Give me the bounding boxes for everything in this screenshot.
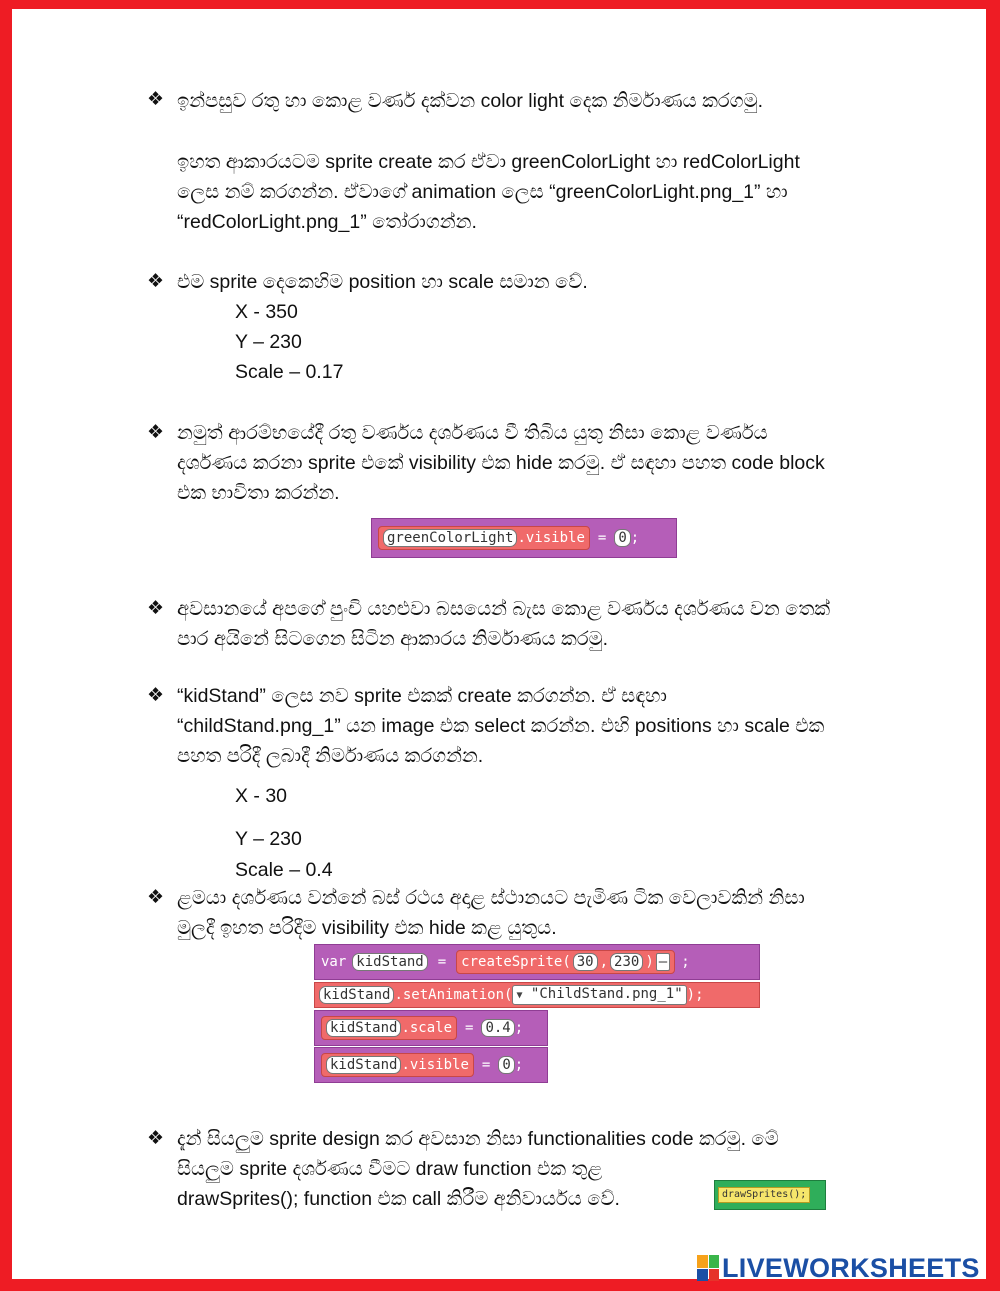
code-minus-button[interactable]: – <box>656 953 670 971</box>
code-semicolon: ; <box>514 1020 524 1036</box>
code-expression <box>378 526 590 550</box>
section1-para-line1: ඉහත ආකාරයටම sprite create කර ඒවා greenColorLight හා redColorLight <box>177 151 800 173</box>
section7-line2: සියලුම sprite දර්ශණය වීමට draw function එක තුළ <box>177 1158 603 1180</box>
section1-line1: ඉන්පසුව රතු හා කොළ වර්ණ දක්වන color light දෙක නිර්මාණය කරගමු. <box>177 90 764 112</box>
section6-line1: ළමයා දර්ශණය වන්නේ බස් රථය අදාළ ස්ථානයට පැමිණ ටික වෙලාවකින් නිසා <box>177 887 805 909</box>
code-value: 0 <box>498 1056 514 1074</box>
code-row-var <box>314 944 760 980</box>
bullet-3: ❖ <box>147 422 165 443</box>
section2-scale: Scale – 0.17 <box>235 361 344 383</box>
code-equals: = <box>437 954 447 970</box>
section3-line3: එක භාවිතා කරන්න. <box>177 482 340 504</box>
section5-y: Y – 230 <box>235 828 302 850</box>
section5-line3: පහත පරිදී ලබාදී නිර්මාණය කරගන්න. <box>177 745 484 767</box>
code-value: 0.4 <box>481 1019 514 1037</box>
code-var-name: kidStand <box>326 1019 401 1037</box>
code-animation-dropdown[interactable] <box>512 985 686 1005</box>
code-row-scale <box>314 1010 548 1046</box>
code-row-setanimation <box>314 982 760 1008</box>
section5-scale: Scale – 0.4 <box>235 859 333 881</box>
bullet-6: ❖ <box>147 887 165 908</box>
code-equals: = <box>597 530 607 546</box>
section1-para-line2: ලෙස නම් කරගන්න. ඒවාගේ animation ලෙස “greenColorLight.png_1” හා <box>177 181 788 203</box>
code-semicolon: ; <box>681 954 690 970</box>
code-prop-visible: .visible <box>517 530 585 546</box>
section3-line1: නමුත් ආරම්භයේදී රතු වර්ණය දර්ශණය වී තිබිය යුතු නිසා කොළ වර්ණය <box>177 422 768 444</box>
code-create-sprite <box>456 950 675 974</box>
code-var-keyword: var <box>321 954 347 970</box>
section6-line2: මුලදී ඉහත පරිදීම visibility එක hide කළ යුතුය. <box>177 917 557 939</box>
code-var-name: kidStand <box>326 1056 401 1074</box>
logo-text: LIVEWORKSHEETS <box>722 1252 980 1283</box>
section5-x: X - 30 <box>235 785 288 807</box>
code-close-paren: ) <box>645 954 654 970</box>
code-method-setAnimation: .setAnimation( <box>394 987 513 1003</box>
bullet-5: ❖ <box>147 685 165 706</box>
bullet-4: ❖ <box>147 598 165 619</box>
section1-para-line3: “redColorLight.png_1” තෝරාගන්න. <box>177 211 477 233</box>
code-stack-kidstand <box>314 944 762 1084</box>
code-block-drawsprites <box>714 1180 826 1210</box>
code-arg-y: 230 <box>610 953 643 971</box>
code-arg-x: 30 <box>573 953 598 971</box>
code-drawsprites-call: drawSprites(); <box>718 1187 810 1203</box>
section2-x: X - 350 <box>235 301 298 323</box>
section4-line2: පාර අයිනේ සිටගෙන සිටින ආකාරය නිර්මාණය කරමු. <box>177 628 609 650</box>
code-block-green-visible <box>371 518 677 558</box>
liveworksheets-logo <box>697 1253 980 1283</box>
section2-y: Y – 230 <box>235 331 302 353</box>
section7-line3: drawSprites(); function එක call කිරීම අනිවාර්යය වේ. <box>177 1188 620 1210</box>
code-comma: , <box>599 954 609 970</box>
section7-line1: දැන් සියලුම sprite design කර අවසාන නිසා functionalities code කරමු. මේ <box>177 1128 779 1150</box>
code-semicolon: ; <box>514 1057 524 1073</box>
code-semicolon: ; <box>630 530 640 546</box>
section5-line1: “kidStand” ලෙස නව sprite එකක් create කරගන්න. ඒ සඳහා <box>177 685 667 707</box>
code-scale-expression <box>321 1016 457 1040</box>
code-var-name: kidStand <box>319 986 394 1004</box>
code-var-name: kidStand <box>352 953 427 971</box>
code-prop-visible: .visible <box>401 1057 469 1073</box>
section5-line2: “childStand.png_1” යන image එක select කරන්න. එහි positions හා scale එක <box>177 715 825 737</box>
code-row-visible <box>314 1047 548 1083</box>
code-var-greenColorLight: greenColorLight <box>383 529 517 547</box>
code-fn-createSprite: createSprite( <box>461 954 571 970</box>
code-value: 0 <box>614 529 630 547</box>
bullet-7: ❖ <box>147 1128 165 1149</box>
code-close: ); <box>686 987 704 1003</box>
chevron-down-icon: ▼ <box>516 990 523 1001</box>
bullet-2: ❖ <box>147 271 165 292</box>
section4-line1: අවසානයේ අපගේ පුංචි යහළුවා බසයෙන් බැස කොළ වර්ණය දර්ශණය වන තෙක් <box>177 598 831 620</box>
section3-line2: දර්ශණය කරනා sprite එකේ visibility එක hide කරමු. ඒ සඳහා පහත code block <box>177 452 825 474</box>
section2-line1: එම sprite දෙකෙහිම position හා scale සමාන වේ. <box>177 271 588 293</box>
code-equals: = <box>481 1057 491 1073</box>
bullet-1: ❖ <box>147 89 165 110</box>
code-equals: = <box>465 1020 474 1036</box>
logo-mark-icon <box>697 1255 719 1281</box>
code-prop-scale: .scale <box>401 1020 453 1036</box>
code-string-animation: "ChildStand.png_1" <box>530 986 683 1002</box>
code-visible-expression <box>321 1053 474 1077</box>
